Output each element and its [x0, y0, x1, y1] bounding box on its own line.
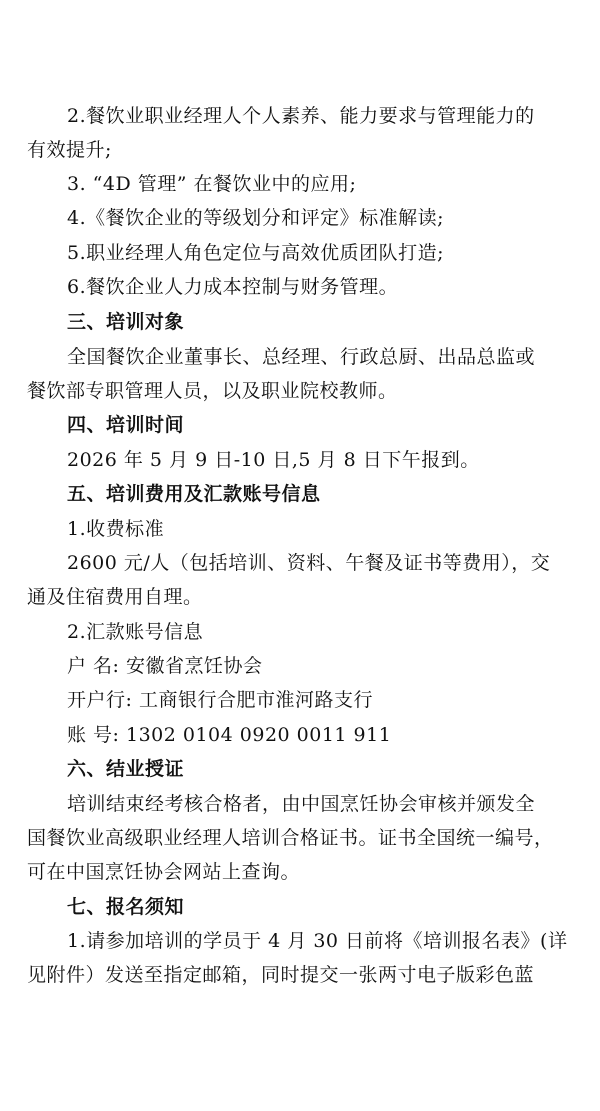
fee-standard-heading: 1.收费标准 — [67, 518, 165, 540]
course-item-4: 4.《餐饮企业的等级划分和评定》标准解读; — [67, 207, 445, 229]
course-item-6: 6.餐饮企业人力成本控制与财务管理。 — [67, 276, 399, 298]
section-heading-fees: 五、培训费用及汇款账号信息 — [67, 483, 321, 505]
certificate-text-continued: 国餐饮业高级职业经理人培训合格证书。证书全国统一编号， — [27, 827, 554, 849]
target-audience-text: 全国餐饮企业董事长、总经理、行政总厨、出品总监或 — [67, 346, 536, 368]
course-item-2: 2.餐饮业职业经理人个人素养、能力要求与管理能力的 — [67, 105, 535, 127]
fee-standard-text-continued: 通及住宿费用自理。 — [27, 586, 203, 608]
section-heading-registration: 七、报名须知 — [67, 896, 185, 918]
target-audience-text-continued: 餐饮部专职管理人员，以及职业院校教师。 — [27, 380, 398, 402]
fee-standard-text: 2600 元/人（包括培训、资料、午餐及证书等费用），交 — [67, 552, 551, 574]
section-heading-training-time: 四、培训时间 — [67, 414, 185, 436]
account-bank: 开户行: 工商银行合肥市淮河路支行 — [67, 689, 373, 711]
certificate-text-end: 可在中国烹饪协会网站上查询。 — [27, 861, 301, 883]
registration-item-1-continued: 见附件）发送至指定邮箱，同时提交一张两寸电子版彩色蓝 — [27, 964, 535, 986]
account-name: 户 名: 安徽省烹饪协会 — [67, 655, 263, 677]
course-item-2-continued: 有效提升; — [27, 139, 112, 161]
certificate-text: 培训结束经考核合格者，由中国烹饪协会审核并颁发全 — [67, 793, 536, 815]
section-heading-certificate: 六、结业授证 — [67, 758, 185, 780]
account-number: 账 号: 1302 0104 0920 0011 911 — [67, 724, 392, 746]
course-item-5: 5.职业经理人角色定位与高效优质团队打造; — [67, 242, 445, 264]
section-heading-target-audience: 三、培训对象 — [67, 311, 185, 333]
remittance-heading: 2.汇款账号信息 — [67, 621, 204, 643]
training-time-text: 2026 年 5 月 9 日-10 日,5 月 8 日下午报到。 — [67, 449, 480, 471]
course-item-3: 3. “4D 管理” 在餐饮业中的应用; — [67, 173, 357, 195]
registration-item-1: 1.请参加培训的学员于 4 月 30 日前将《培训报名表》(详 — [67, 930, 568, 952]
